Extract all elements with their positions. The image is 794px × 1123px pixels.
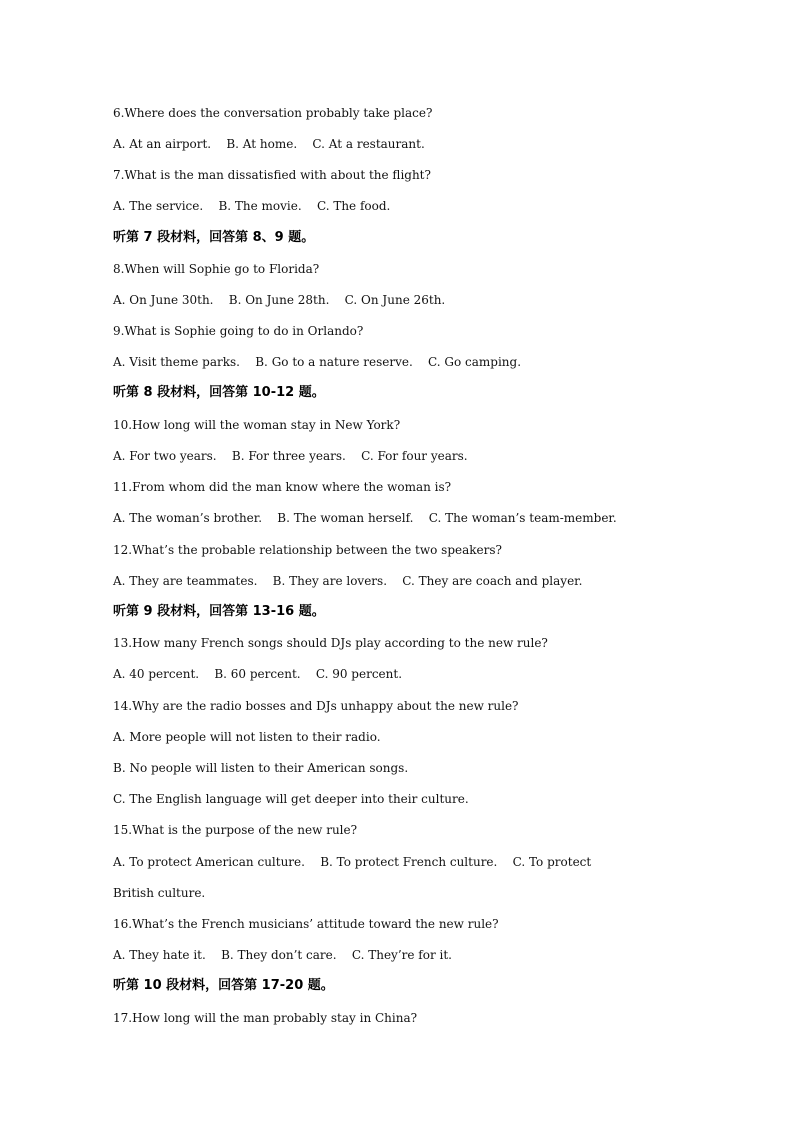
options-8: A. On June 30th. B. On June 28th. C. On June 26th. (113, 293, 446, 307)
question-14: 14.Why are the radio bosses and DJs unhappy about the new rule? (113, 699, 519, 713)
section-heading-7: 听第 7 段材料，回答第 8、9 题。 (113, 230, 315, 245)
option-14-c: C. The English language will get deeper into their culture. (113, 792, 469, 806)
options-7: A. The service. B. The movie. C. The food. (113, 199, 391, 213)
options-10: A. For two years. B. For three years. C. For four years. (113, 449, 468, 463)
section-heading-9: 听第 9 段材料，回答第 13-16 题。 (113, 604, 325, 619)
question-10: 10.How long will the woman stay in New York? (113, 418, 401, 432)
question-13: 13.How many French songs should DJs play according to the new rule? (113, 636, 548, 650)
options-9: A. Visit theme parks. B. Go to a nature reserve. C. Go camping. (113, 355, 522, 369)
options-15-continued: British culture. (113, 886, 206, 900)
question-11: 11.From whom did the man know where the woman is? (113, 480, 452, 494)
question-12: 12.What’s the probable relationship between the two speakers? (113, 543, 502, 557)
option-14-b: B. No people will listen to their American songs. (113, 761, 409, 775)
question-9: 9.What is Sophie going to do in Orlando? (113, 324, 364, 338)
question-16: 16.What’s the French musicians’ attitude toward the new rule? (113, 917, 499, 931)
question-6: 6.Where does the conversation probably take place? (113, 106, 433, 120)
question-17: 17.How long will the man probably stay in China? (113, 1011, 418, 1025)
section-heading-8: 听第 8 段材料，回答第 10-12 题。 (113, 385, 325, 400)
option-14-a: A. More people will not listen to their radio. (113, 730, 381, 744)
question-8: 8.When will Sophie go to Florida? (113, 262, 320, 276)
options-13: A. 40 percent. B. 60 percent. C. 90 percent. (113, 667, 403, 681)
options-15: A. To protect American culture. B. To protect French culture. C. To protect (113, 855, 592, 869)
options-12: A. They are teammates. B. They are lovers. C. They are coach and player. (113, 574, 583, 588)
question-7: 7.What is the man dissatisfied with about the flight? (113, 168, 431, 182)
options-6: A. At an airport. B. At home. C. At a restaurant. (113, 137, 425, 151)
options-16: A. They hate it. B. They don’t care. C. They’re for it. (113, 948, 452, 962)
question-15: 15.What is the purpose of the new rule? (113, 823, 358, 837)
section-heading-10: 听第 10 段材料，回答第 17-20 题。 (113, 978, 334, 993)
options-11: A. The woman’s brother. B. The woman herself. C. The woman’s team-member. (113, 511, 617, 525)
